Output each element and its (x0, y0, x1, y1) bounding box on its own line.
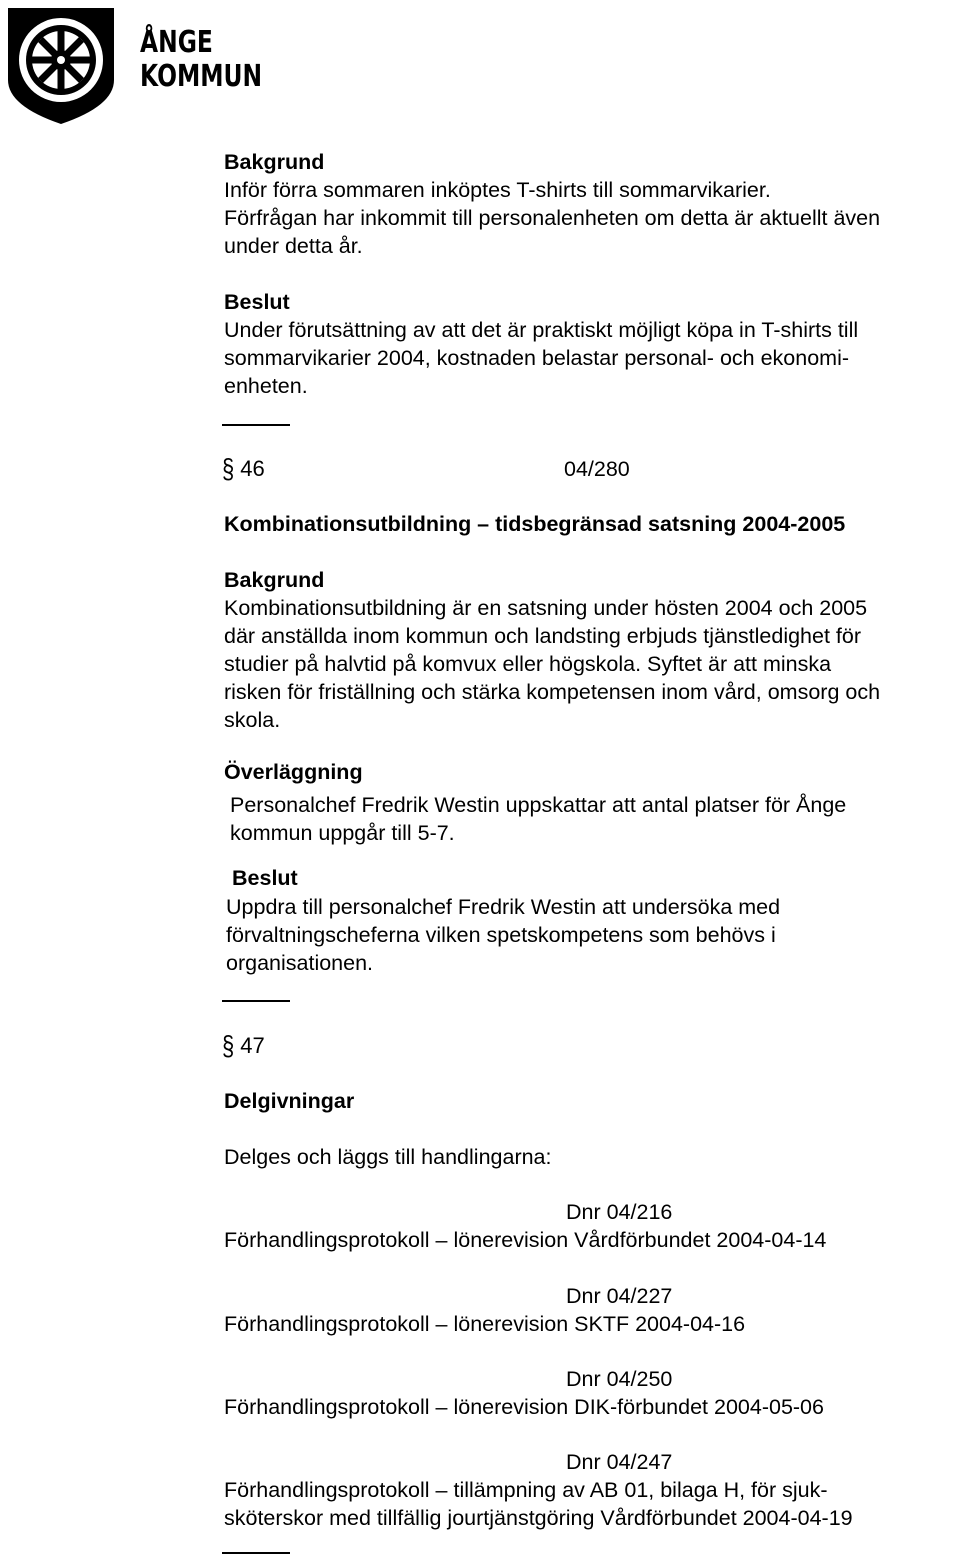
paragraph-line: organisationen. (226, 951, 374, 975)
paragraph-line: enheten. (224, 374, 308, 398)
section-heading-beslut: Beslut (224, 290, 290, 314)
paragraph-line: där anställda inom kommun och landsting erbjuds tjänstledighet för (224, 624, 862, 648)
item-description: Förhandlingsprotokoll – lönerevision Vårdförbundet 2004-04-14 (224, 1228, 827, 1252)
paragraph-line: studier på halvtid på komvux eller högskola. Syftet är att minska (224, 652, 832, 676)
paragraph-line: Kombinationsutbildning är en satsning under hösten 2004 och 2005 (224, 596, 868, 620)
section-divider (222, 1000, 290, 1002)
section-number: 46 (240, 456, 265, 481)
paragraph-line: Under förutsättning av att det är praktiskt möjligt köpa in T-shirts till (224, 318, 859, 342)
section-heading-bakgrund: Bakgrund (224, 568, 325, 592)
paragraph-line: risken för friställning och stärka kompetensen inom vård, omsorg och (224, 680, 881, 704)
section-title: Kombinationsutbildning – tidsbegränsad satsning 2004-2005 (224, 512, 846, 536)
section-symbol: § (222, 452, 235, 484)
item-diary-number: Dnr 04/250 (566, 1367, 673, 1391)
section-number: 47 (240, 1033, 265, 1058)
section-title: Delgivningar (224, 1089, 355, 1113)
municipality-logo (0, 0, 263, 130)
section-divider (222, 1552, 290, 1554)
item-description: Förhandlingsprotokoll – tillämpning av AB 01, bilaga H, för sjuk- (224, 1478, 828, 1502)
item-diary-number: Dnr 04/216 (566, 1200, 673, 1224)
item-diary-number: Dnr 04/227 (566, 1284, 673, 1308)
paragraph-line: kommun uppgår till 5-7. (230, 821, 455, 845)
logo-line-2: KOMMUN (140, 59, 263, 94)
paragraph-line: skola. (224, 708, 281, 732)
paragraph-line: sommarvikarier 2004, kostnaden belastar personal- och ekonomi- (224, 346, 850, 370)
item-diary-number: Dnr 04/247 (566, 1450, 673, 1474)
item-description: sköterskor med tillfällig jourtjänstgöring Vårdförbundet 2004-04-19 (224, 1506, 853, 1530)
paragraph-line: Personalchef Fredrik Westin uppskattar att antal platser för Ånge (230, 793, 847, 817)
section-symbol: § (222, 1029, 235, 1061)
section-heading-beslut: Beslut (232, 866, 298, 890)
paragraph-number (222, 1029, 265, 1061)
section-heading-bakgrund: Bakgrund (224, 150, 325, 174)
intro-line: Delges och läggs till handlingarna: (224, 1145, 552, 1169)
paragraph-number (222, 452, 265, 484)
paragraph-line: Inför förra sommaren inköptes T-shirts till sommarvikarier. (224, 178, 771, 202)
wheel-shield-icon (4, 2, 118, 126)
item-description: Förhandlingsprotokoll – lönerevision SKTF 2004-04-16 (224, 1312, 746, 1336)
section-heading-overlaggning: Överläggning (224, 760, 363, 784)
paragraph-line: förvaltningscheferna vilken spetskompetens som behövs i (226, 923, 776, 947)
section-divider (222, 424, 290, 426)
logo-line-1: ÅNGE (140, 25, 213, 60)
paragraph-line: under detta år. (224, 234, 363, 258)
paragraph-line: Förfrågan har inkommit till personalenheten om detta är aktuellt även (224, 206, 881, 230)
paragraph-line: Uppdra till personalchef Fredrik Westin att undersöka med (226, 895, 781, 919)
item-description: Förhandlingsprotokoll – lönerevision DIK-förbundet 2004-05-06 (224, 1395, 824, 1419)
logo-wordmark (140, 26, 262, 94)
diary-number: 04/280 (564, 457, 630, 481)
